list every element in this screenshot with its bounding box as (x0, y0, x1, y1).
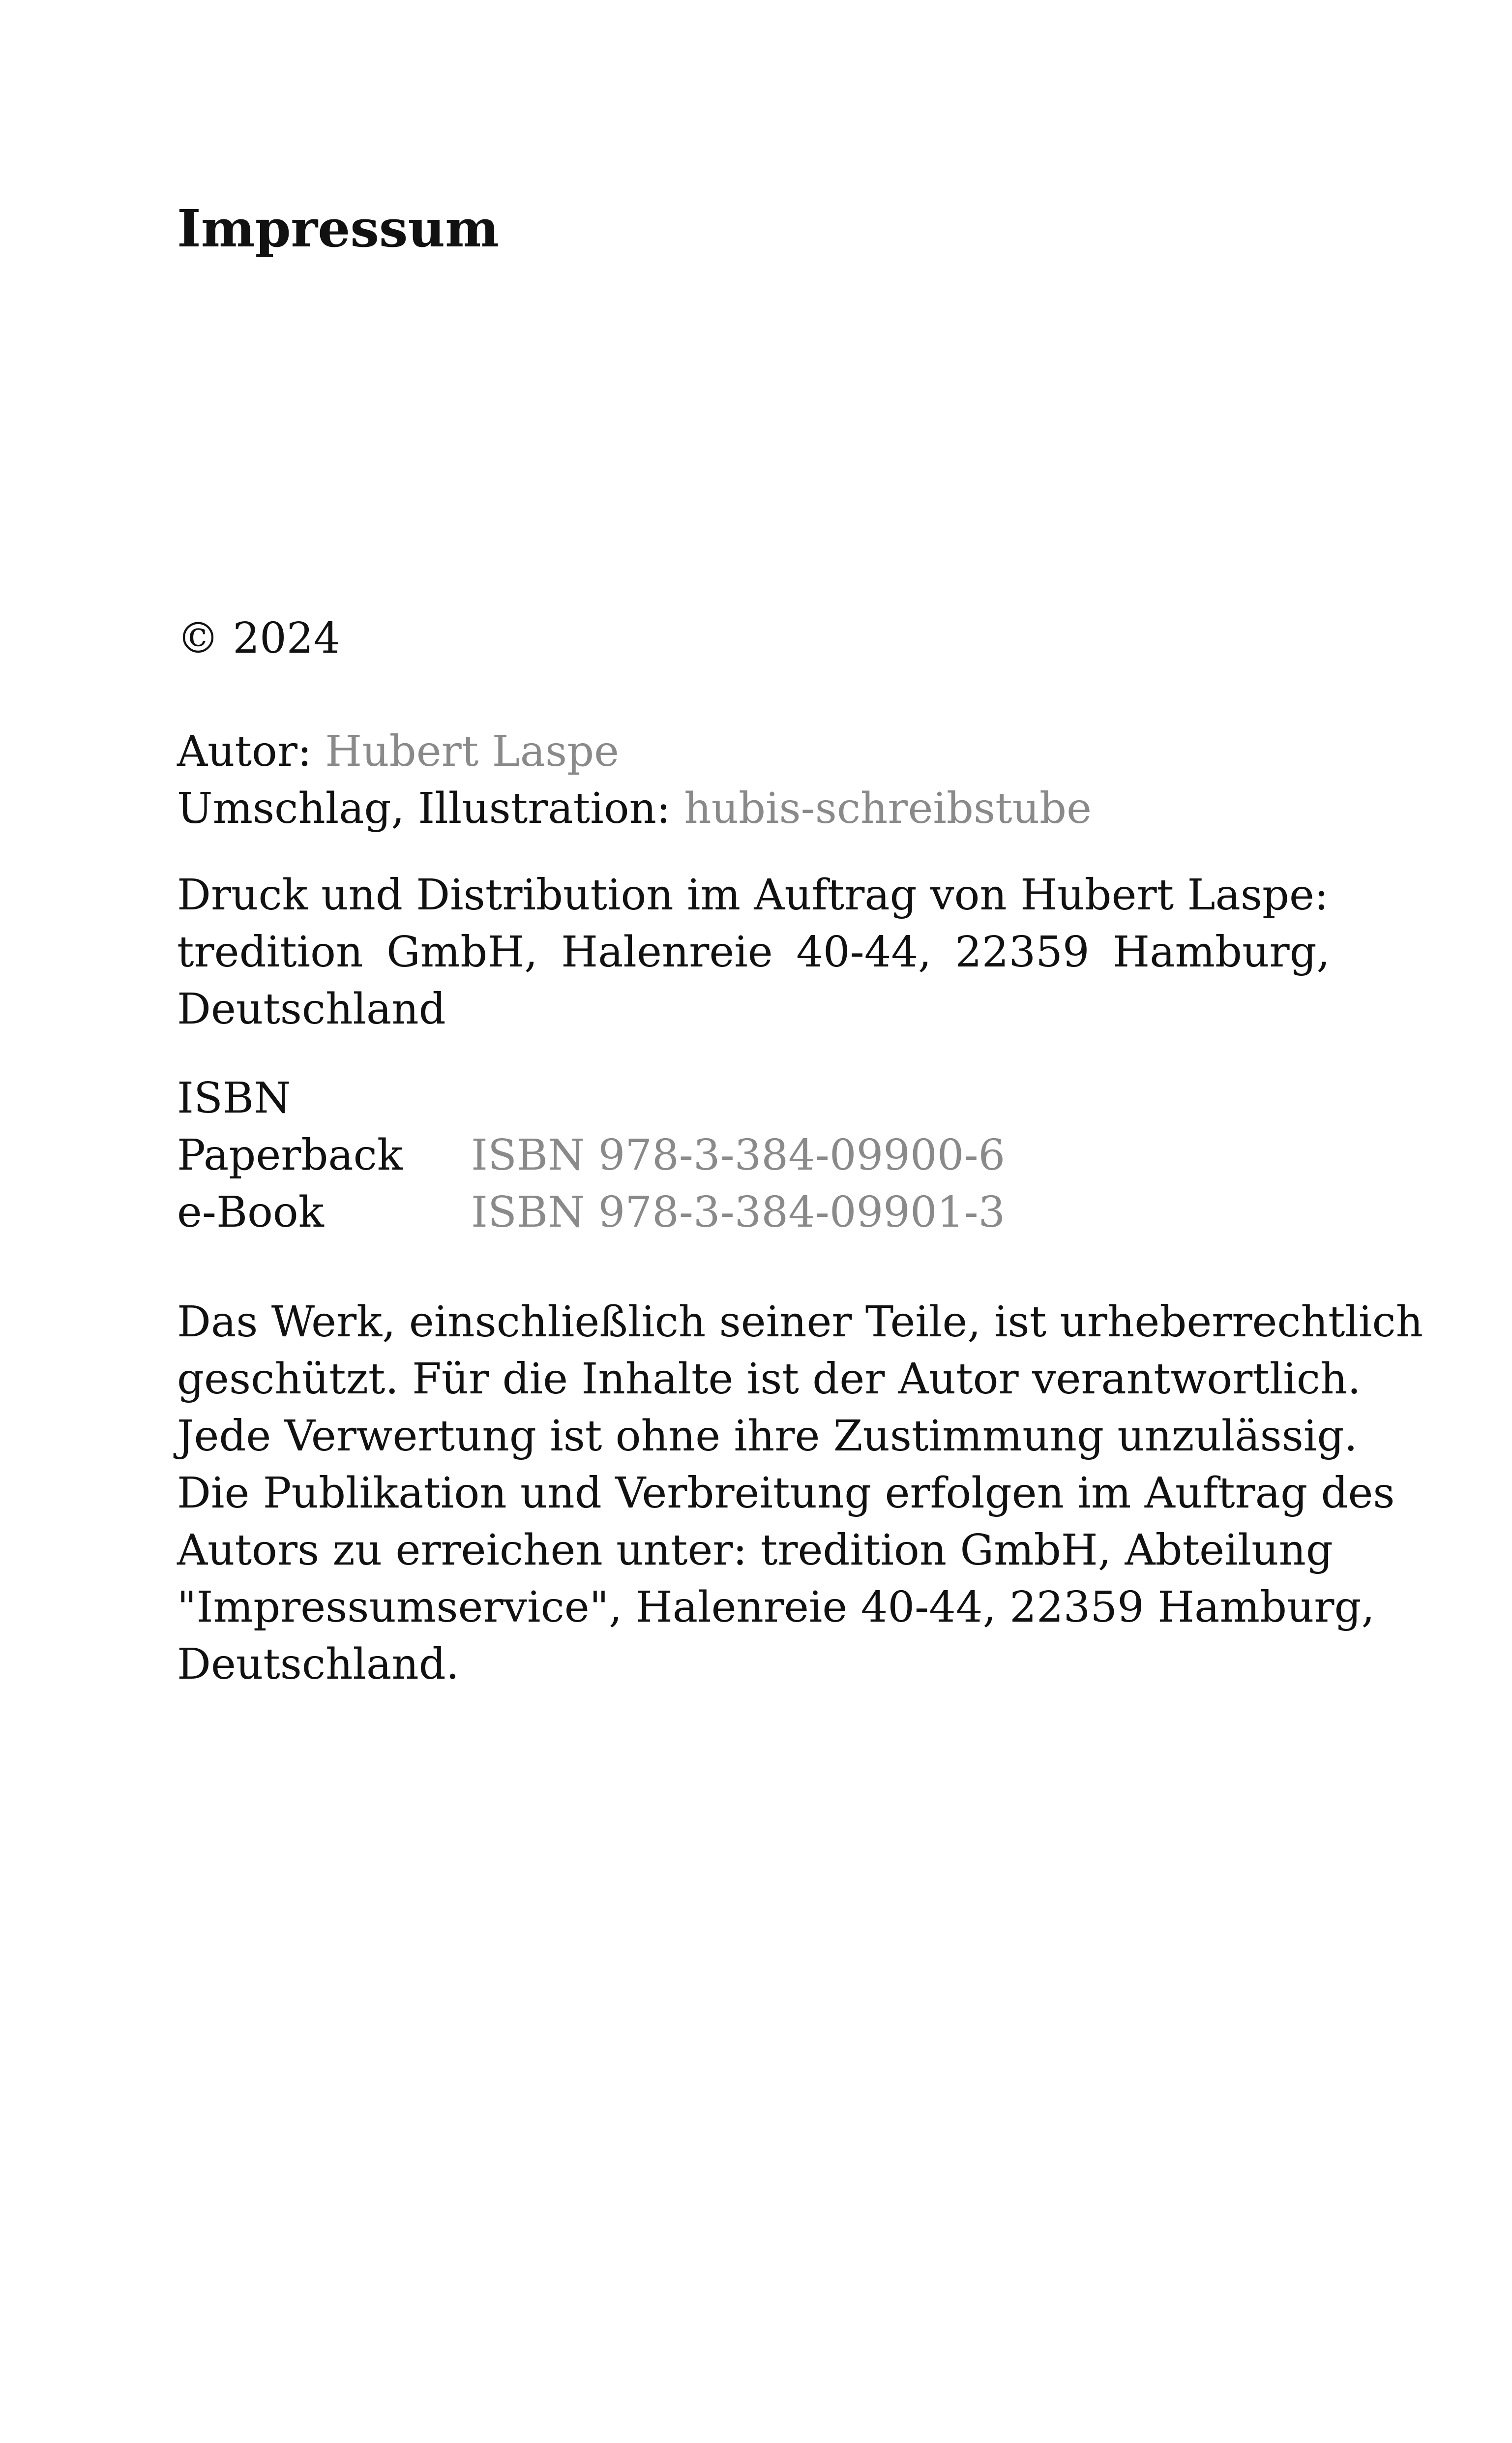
cover-credit: hubis-schreibstube (684, 784, 1092, 833)
author-label: Autor: (177, 727, 326, 776)
copyright-line: © 2024 (177, 614, 341, 663)
isbn-block (177, 1070, 1006, 1241)
paragraph-line: Deutschland (177, 985, 446, 1034)
print-distribution-paragraph (177, 867, 1330, 1038)
paragraph-line: Deutschland. (177, 1640, 460, 1689)
credits-block (177, 723, 1092, 837)
isbn-row-ebook (177, 1184, 1006, 1241)
isbn-value: ISBN 978-3-384-09900-6 (471, 1131, 1006, 1180)
isbn-value: ISBN 978-3-384-09901-3 (471, 1188, 1006, 1237)
paragraph-line: Das Werk, einschließlich seiner Teile, ist urheberrechtlich (177, 1297, 1423, 1347)
paragraph-line: "Impressumservice", Halenreie 40-44, 22359 Hamburg, (177, 1583, 1375, 1632)
copyright-notice-paragraph (177, 1294, 1423, 1693)
cover-label: Umschlag, Illustration: (177, 784, 684, 833)
paragraph-line: Jede Verwertung ist ohne ihre Zustimmung unzulässig. (177, 1412, 1358, 1461)
isbn-label: e-Book (177, 1188, 324, 1237)
isbn-label: Paperback (177, 1131, 403, 1180)
paragraph-line: Autors zu erreichen unter: tredition GmbH, Abteilung (177, 1526, 1333, 1575)
page-title: Impressum (177, 198, 500, 259)
cover-line (177, 780, 1092, 837)
paragraph-line: Druck und Distribution im Auftrag von Hubert Laspe: (177, 871, 1329, 920)
paragraph-line: tredition GmbH, Halenreie 40-44, 22359 Hamburg, (177, 928, 1330, 977)
isbn-row-paperback (177, 1127, 1006, 1184)
paragraph-line: Die Publikation und Verbreitung erfolgen im Auftrag des (177, 1469, 1395, 1518)
paragraph-line: geschützt. Für die Inhalte ist der Autor verantwortlich. (177, 1355, 1361, 1404)
author-name: Hubert Laspe (325, 727, 620, 776)
isbn-heading: ISBN (177, 1074, 291, 1123)
author-line (177, 723, 1092, 780)
